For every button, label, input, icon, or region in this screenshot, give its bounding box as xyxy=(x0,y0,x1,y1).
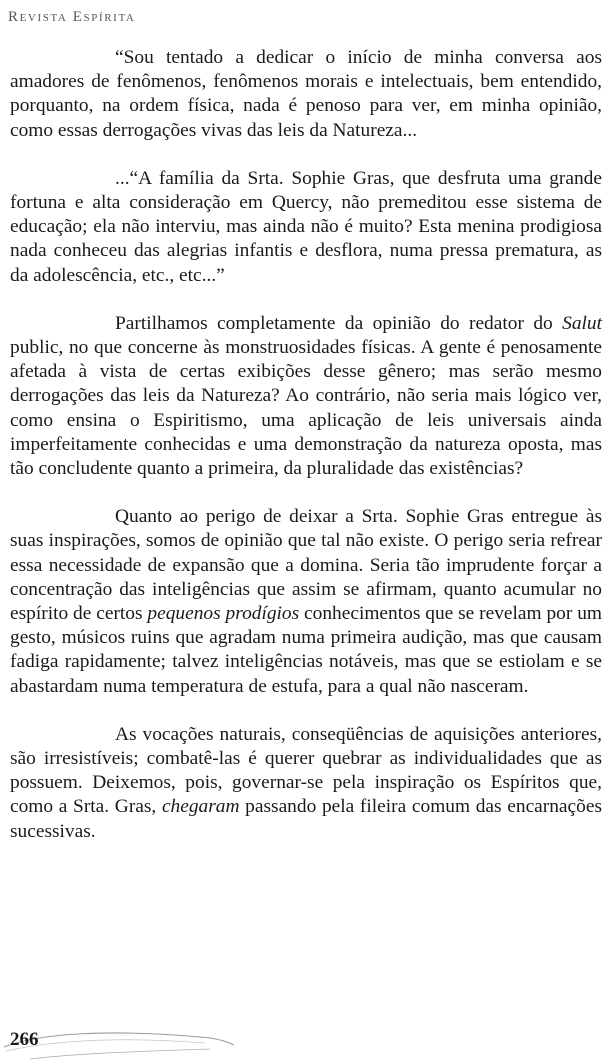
paragraph-text: “Sou tentado a dedicar o início de minha conversa aos amadores de fenômenos, fenômenos morais e intelectuais, bem entendido, porquanto, na ordem física, nada é penoso para ver, em minha opinião, como essas derrogações vivas das leis da Natureza... xyxy=(10,47,602,141)
paragraph-4 xyxy=(10,505,602,699)
paragraph-text: public, no que concerne às monstruosidades físicas. A gente é penosamente afetada à vista de certas exibições desse gênero; mas serão mesmo derrogações das leis da Natureza? Ao contrário, não seria mais lógico ver, como ensina o Espiritismo, uma aplicação de leis universais ainda imperfeitamente conhecidas e uma demonstração da natureza oposta, mas tão concludente quanto a primeira, da pluralidade das existências? xyxy=(10,337,602,480)
paragraph-5 xyxy=(10,723,602,844)
body-text xyxy=(10,46,602,844)
running-head: Revista Espírita xyxy=(8,9,136,25)
page-number: 266 xyxy=(10,1029,39,1050)
paragraph-1 xyxy=(10,46,602,143)
paragraph-3 xyxy=(10,312,602,481)
paragraph-text: passando pela fileira comum das encarnações sucessivas. xyxy=(10,796,602,842)
paragraph-text: Partilhamos completamente da opinião do redator do xyxy=(115,312,563,334)
paragraph-2 xyxy=(10,167,602,288)
italic-emphasis: chegaram xyxy=(161,796,240,818)
paragraph-text: As vocações naturais, conseqüências de aquisições anteriores, são irresistíveis; combatê-las é querer quebrar as individualidades que as possuem. Deixemos, pois, governar-se pela inspiração os Espíritos que, como a Srta. Gras, xyxy=(10,723,602,818)
paragraph-text: conhecimentos que se revelam por um gesto, músicos ruins que agradam numa primeira audição, mas que causam fadiga rapidamente; talvez inteligências notáveis, mas que se estiolam e se abastardam numa temperatura de estufa, para a qual não nasceram. xyxy=(10,603,602,697)
paragraph-text: Quanto ao perigo de deixar a Srta. Sophie Gras entregue às suas inspirações, somos de opinião que tal não existe. O perigo seria refrear essa necessidade de expansão que a domina. Seria tão imprudente forçar a concentração das inteligências que assim se afirmam, quanto acumular no espírito de certos xyxy=(10,506,602,625)
italic-title-salut: Salut xyxy=(562,312,602,334)
italic-emphasis: pequenos prodígios xyxy=(147,603,300,625)
paragraph-text: ...“A família da Srta. Sophie Gras, que desfruta uma grande fortuna e alta consideração em Quercy, não premeditou esse sistema de educação; ela não interviu, mas ainda não é muito? Esta menina prodigiosa nada conheceu das alegrias infantis e desflora, numa pressa prematura, as da adolescência, etc., etc...” xyxy=(10,167,602,286)
